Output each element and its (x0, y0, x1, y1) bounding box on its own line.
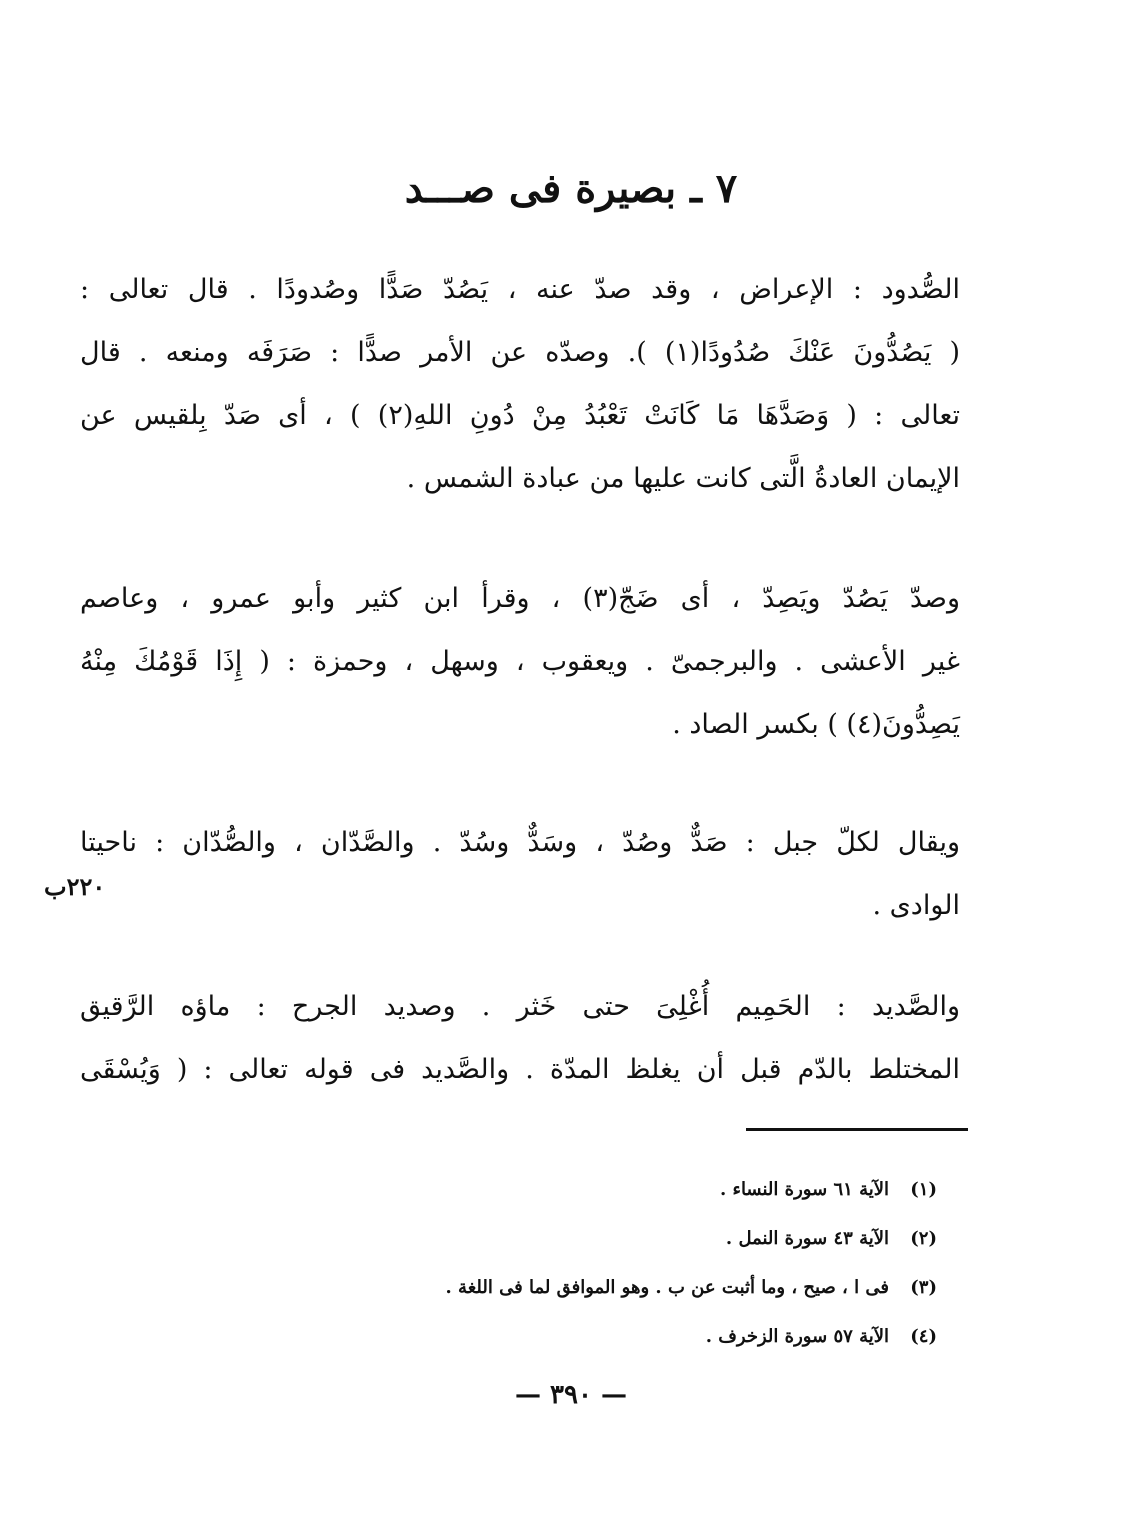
footnote-number: (٣) (910, 1277, 937, 1298)
footnote-text: الآية ٥٧ سورة الزخرف . (705, 1326, 889, 1347)
paragraph-1 (80, 258, 960, 510)
footnote (217, 1263, 937, 1312)
paragraph-line: الصُّدود : الإعراض ، وقد صدّ عنه ، يَصُدّ صَدًّا وصُدودًا . قال تعالى : (80, 274, 960, 305)
footnotes (217, 1165, 937, 1361)
footnote-text: الآية ٤٣ سورة النمل . (725, 1228, 889, 1249)
footnote (217, 1312, 937, 1361)
footnote-text: الآية ٦١ سورة النساء . (719, 1179, 889, 1200)
page-title: ٧ ـ بصيرة فى صـــد (404, 165, 738, 212)
paragraph-line: ويقال لكلّ جبل : صَدٌّ وصُدّ ، وسَدٌّ وسُدّ . والصَّدّان ، والصُّدّان : ناحيتا (80, 827, 960, 858)
paragraph-4 (80, 975, 960, 1101)
paragraph-line: الوادى . (872, 890, 960, 921)
paragraph-line: غير الأعشى . والبرجمىّ . ويعقوب ، وسهل ، وحمزة : ( إِذَا قَوْمُكَ مِنْهُ (80, 646, 960, 677)
paragraph-line: ( يَصُدُّونَ عَنْكَ صُدُودًا(١) ). وصدّه عن الأمر صدًّا : صَرَفَه ومنعه . قال (80, 337, 960, 368)
paragraph-line: وصدّ يَصُدّ ويَصِدّ ، أى ضَجّ(٣) ، وقرأ ابن كثير وأبو عمرو ، وعاصم (80, 583, 960, 614)
footnote-text: فى ا ، صيح ، وما أثبت عن ب . وهو الموافق لما فى اللغة . (445, 1277, 889, 1298)
footnote (217, 1214, 937, 1263)
footnote-divider (746, 1128, 968, 1131)
footnote (217, 1165, 937, 1214)
paragraph-line: والصَّديد : الحَمِيم أُغْلِىَ حتى خَثر . وصديد الجرح : ماؤه الرَّقيق (80, 991, 960, 1022)
margin-folio-note: ٢٢٠ب (44, 872, 106, 901)
paragraph-line: يَصِدُّونَ(٤) ) بكسر الصاد . (672, 709, 960, 740)
paragraph-line: تعالى : ( وَصَدَّهَا مَا كَانَتْ تَعْبُدُ مِنْ دُونِ اللهِ(٢) ) ، أى صَدّ بِلقيس عن (80, 400, 960, 431)
footnote-number: (١) (910, 1179, 937, 1200)
paragraph-line: الإيمان العادةُ الَّتى كانت عليها من عبادة الشمس . (406, 463, 960, 494)
footnote-number: (٢) (910, 1228, 937, 1249)
paragraph-line: المختلط بالدّم قبل أن يغلظ المدّة . والصَّديد فى قوله تعالى : ( وَيُسْقَى (80, 1054, 960, 1085)
paragraph-2 (80, 567, 960, 756)
page-number: — ٣٩٠ — (514, 1380, 628, 1410)
footnote-number: (٤) (910, 1326, 937, 1347)
paragraph-3 (80, 811, 960, 937)
